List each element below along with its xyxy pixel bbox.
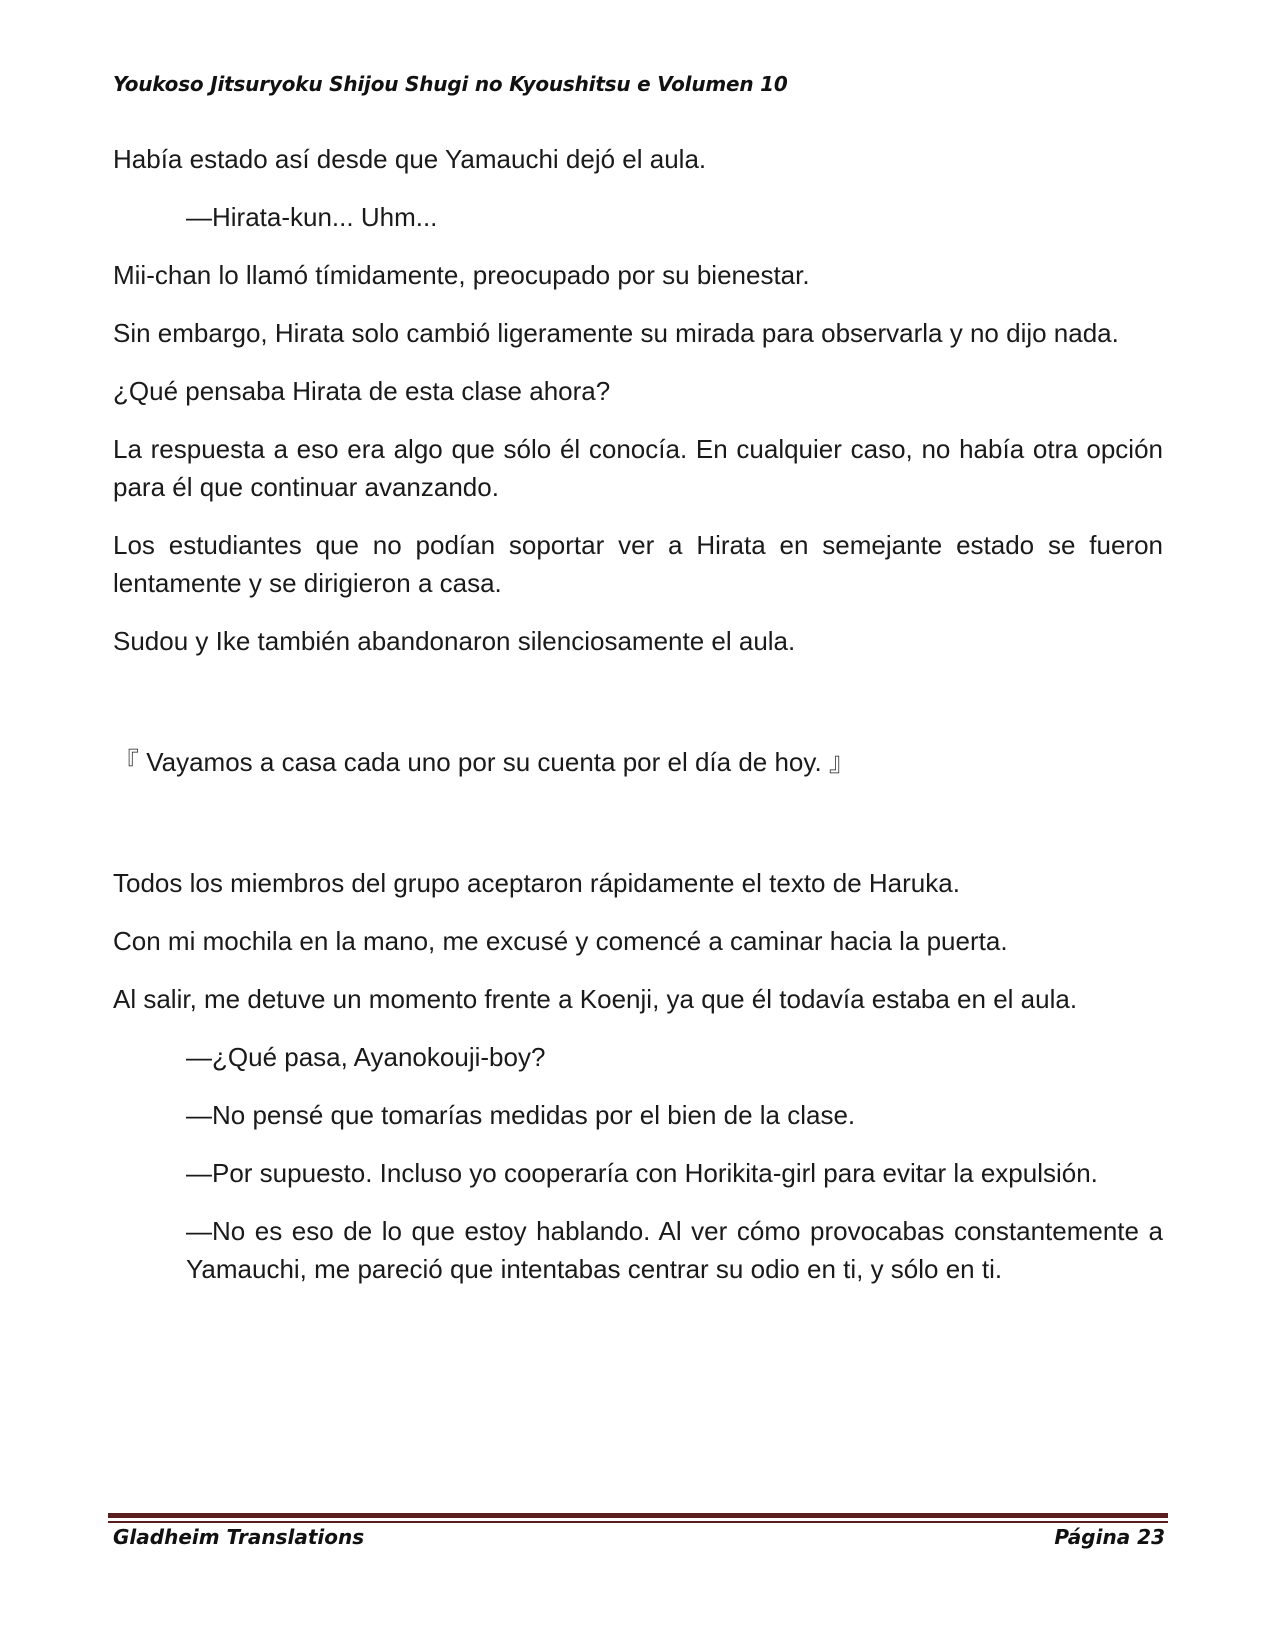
body-text	[113, 140, 1163, 1308]
page-number: Página 23	[1054, 1525, 1165, 1549]
dialogue-line: —No pensé que tomarías medidas por el bien de la clase.	[186, 1100, 856, 1130]
paragraph: Sudou y Ike también abandonaron silenciosamente el aula.	[113, 626, 796, 656]
paragraph: Con mi mochila en la mano, me excusé y comencé a caminar hacia la puerta.	[113, 926, 1008, 956]
dialogue-line: —Hirata-kun... Uhm...	[186, 202, 438, 232]
paragraph: Todos los miembros del grupo aceptaron rápidamente el texto de Haruka.	[113, 868, 960, 898]
paragraph: Sin embargo, Hirata solo cambió ligeramente su mirada para observarla y no dijo nada.	[113, 318, 1119, 348]
dialogue-line: —¿Qué pasa, Ayanokouji-boy?	[186, 1042, 546, 1072]
paragraph: Los estudiantes que no podían soportar ver a Hirata en semejante estado se fueron lentamente y se dirigieron a casa.	[113, 530, 1163, 598]
paragraph: La respuesta a eso era algo que sólo él conocía. En cualquier caso, no había otra opción para él que continuar avanzando.	[113, 434, 1163, 502]
dialogue-line: —Por supuesto. Incluso yo cooperaría con Horikita-girl para evitar la expulsión.	[186, 1158, 1098, 1188]
dialogue-line: —No es eso de lo que estoy hablando. Al ver cómo provocabas constantemente a Yamauchi, me pareció que intentabas centrar su odio en ti, y sólo en ti.	[186, 1216, 1163, 1284]
paragraph: ¿Qué pensaba Hirata de esta clase ahora?	[113, 376, 611, 406]
section-spacer	[113, 680, 1163, 743]
paragraph: Al salir, me detuve un momento frente a Koenji, ya que él todavía estaba en el aula.	[113, 984, 1078, 1014]
paragraph: Mii-chan lo llamó tímidamente, preocupado por su bienestar.	[113, 260, 810, 290]
running-header: Youkoso Jitsuryoku Shijou Shugi no Kyoushitsu e Volumen 10	[113, 72, 788, 96]
chat-message: 『 Vayamos a casa cada uno por su cuenta por el día de hoy. 』	[113, 747, 855, 777]
footer-rule-thick	[108, 1513, 1168, 1518]
footer-publisher: Gladheim Translations	[113, 1525, 365, 1549]
paragraph: Había estado así desde que Yamauchi dejó el aula.	[113, 144, 707, 174]
section-spacer	[113, 801, 1163, 864]
footer-rule-thin	[108, 1521, 1168, 1523]
